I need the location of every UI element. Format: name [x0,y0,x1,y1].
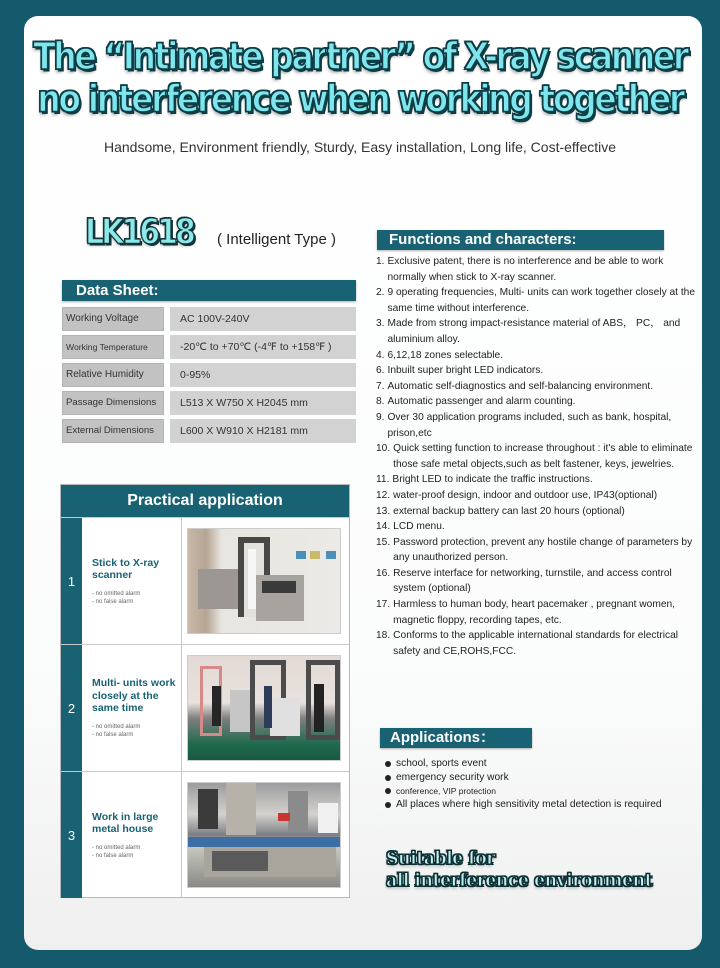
function-item [376,285,698,316]
application-item [385,785,662,799]
tagline-line-1: Suitable for [386,849,495,869]
row-description [82,518,182,644]
data-sheet-row [62,335,356,359]
item-text: LCD menu. [393,521,445,533]
photo-xray-scanner [187,528,341,634]
spec-key: Relative Humidity [62,363,164,387]
data-sheet-row [62,363,356,387]
model-type: ( Intelligent Type ) [217,231,336,248]
function-item [376,597,698,628]
note: - no omitted alarm [92,723,141,730]
row-description [82,645,182,771]
item-text: Harmless to human body, heart pacemaker , pregnant women, magnetic floppy, recording tapes, etc. [393,599,675,626]
spec-key: External Dimensions [62,419,164,443]
application-item [385,757,662,771]
data-sheet-header: Data Sheet: [62,280,356,301]
function-item [376,519,698,535]
application-row [61,517,349,644]
item-text: Inbuilt super bright LED indicators. [387,365,544,377]
function-item [376,566,698,597]
item-text: Bright LED to indicate the traffic instructions. [392,474,593,486]
bullet-icon [385,788,391,794]
practical-application-table [60,484,350,898]
item-text: 9 operating frequencies, Multi- units can work together closely at the same time without interference. [387,287,695,314]
item-number: 6. [376,365,385,377]
application-row [61,644,349,771]
item-text: Conforms to the applicable international standards for electrical safety and CE,ROHS,FCC. [393,630,679,657]
note: - no false alarm [92,598,134,605]
item-number: 18. [376,630,391,642]
item-text: Exclusive patent, there is no interference and be able to work normally when stick to X-ray scanner. [387,256,664,283]
row-number: 2 [61,645,82,771]
function-item [376,410,698,441]
row-title: Multi- units work closely at the same time [92,677,176,715]
row-number: 3 [61,772,82,898]
bullet-icon [385,775,391,781]
tagline-line-2: all interference environment [386,871,653,891]
application-row [61,771,349,898]
function-item [376,628,698,659]
item-number: 16. [376,567,391,579]
function-item [376,472,698,488]
functions-list [376,254,698,659]
data-sheet-row [62,307,356,331]
item-text: Made from strong impact-resistance material of ABS， PC， and aluminium alloy. [387,318,681,345]
spec-value: -20℃ to +70℃ (-4℉ to +158℉ ) [170,335,356,359]
headline-line-1: The “Intimate partner” of X-ray scanner [33,34,687,78]
item-text: Automatic passenger and alarm counting. [387,396,576,408]
applications-header: Applications： [380,728,532,748]
item-text: emergency security work [396,771,509,783]
item-text: Quick setting function to increase throughout : it's able to eliminate those safe metal objects,such as belt fastener, keys, jewelries. [393,443,693,470]
spec-value: L513 X W750 X H2045 mm [170,391,356,415]
photo-cell [182,772,349,898]
item-text: conference, VIP protection [396,785,497,796]
bullet-icon [385,802,391,808]
item-text: Reserve interface for networking, turnstile, and access control system (optional) [393,567,672,595]
item-number: 11. [376,474,390,486]
photo-multi-units [187,655,341,761]
item-number: 12. [376,489,391,501]
item-number: 10. [376,443,391,455]
item-number: 3. [376,318,385,330]
function-item [376,488,698,504]
row-title: Work in large metal house [92,810,159,835]
item-number: 9. [376,411,385,423]
model-name: LK1618 [85,212,193,253]
item-text: Automatic self-diagnostics and self-balancing environment. [387,380,654,392]
function-item [376,363,698,379]
note: - no false alarm [92,852,134,859]
practical-application-header: Practical application [61,485,349,517]
item-number: 1. [376,256,385,267]
note: - no omitted alarm [92,590,141,597]
function-item [376,394,698,410]
spec-value: 0-95% [170,363,356,387]
function-item [376,441,698,472]
row-notes [92,844,181,860]
item-text: Password protection, prevent any hostile change of parameters by any unauthorized person. [393,536,693,564]
item-text: Over 30 application programs included, such as bank, hospital, prison,etc [387,411,672,439]
item-text: school, sports event [396,758,487,769]
spec-key: Working Voltage [62,307,164,331]
item-number: 2. [376,287,385,299]
tagline [386,848,652,892]
function-item [376,348,698,364]
item-text: external backup battery can last 20 hours (optional) [393,505,625,517]
row-notes [92,723,181,739]
row-number: 1 [61,518,82,644]
application-item [385,798,662,812]
photo-metal-house [187,782,341,888]
spec-key: Passage Dimensions [62,391,164,415]
note: - no omitted alarm [92,844,141,851]
photo-cell [182,645,349,771]
item-number: 14. [376,521,391,533]
item-text: 6,12,18 zones selectable. [387,349,504,361]
data-sheet-row [62,419,356,443]
item-number: 8. [376,396,385,408]
function-item [376,504,698,520]
item-number: 13. [376,505,391,517]
item-text: All places where high sensitivity metal detection is required [396,799,662,811]
bullet-icon [385,761,391,767]
data-sheet-table [62,307,356,447]
applications-list [385,757,662,812]
item-number: 15. [376,536,391,548]
application-item [385,771,662,785]
function-item [376,379,698,395]
photo-cell [182,518,349,644]
function-item [376,316,698,347]
item-number: 7. [376,380,385,392]
row-notes [92,590,181,606]
item-text: water-proof design, indoor and outdoor use, IP43(optional) [393,489,658,501]
spec-key: Working Temperature [62,335,164,359]
note: - no false alarm [92,731,134,738]
spec-value: AC 100V-240V [170,307,356,331]
item-number: 4. [376,349,385,361]
functions-header: Functions and characters: [377,230,664,250]
subhead: Handsome, Environment friendly, Sturdy, Easy installation, Long life, Cost-effective [103,139,617,155]
headline-line-2: no interference when working together [37,76,683,121]
data-sheet-row [62,391,356,415]
item-number: 17. [376,599,391,611]
row-description [82,772,182,898]
headline [0,35,720,120]
spec-value: L600 X W910 X H2181 mm [170,419,356,443]
function-item [376,535,698,566]
function-item [376,254,698,285]
row-title: Stick to X-ray scanner [92,556,160,581]
